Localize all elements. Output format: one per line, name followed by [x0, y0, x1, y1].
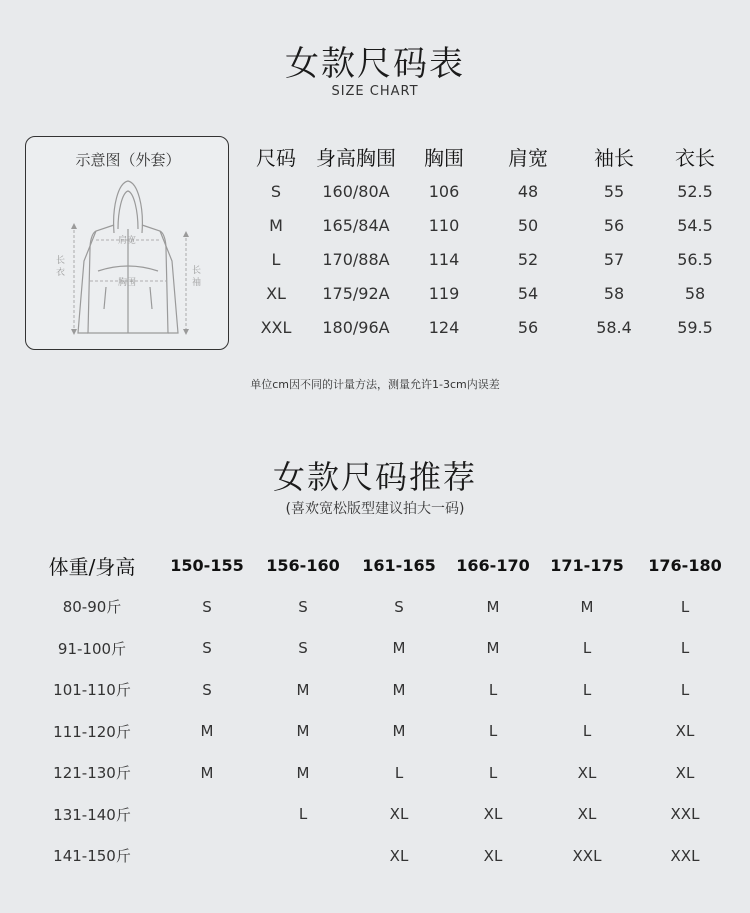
length-cell: 52.5	[677, 181, 713, 201]
size-chart-subtitle: SIZE CHART	[331, 84, 419, 99]
size-cell: M	[486, 639, 500, 658]
size-cell: S	[394, 597, 404, 616]
size-cell: S	[202, 639, 212, 658]
shoulder-cell: 48	[517, 181, 539, 201]
diagram-label: 示意图（外套）	[75, 151, 181, 169]
header-chest: 胸围	[424, 145, 464, 170]
size-cell: L	[582, 639, 592, 658]
size-cell	[255, 835, 351, 877]
size-cell: XXL	[670, 846, 700, 865]
size-cell: L	[488, 722, 498, 741]
chest-cell: 110	[428, 215, 460, 235]
height-chest-cell: 165/84A	[322, 215, 390, 235]
recommendation-table	[25, 544, 735, 877]
length-annotation: 长 衣	[56, 256, 66, 278]
shoulder-cell: 56	[517, 317, 539, 337]
size-cell: M	[200, 763, 214, 782]
size-chart-table	[245, 138, 735, 344]
weight-cell: 141-150斤	[53, 847, 131, 866]
table-row	[25, 794, 735, 836]
chest-annotation: 胸围	[118, 278, 137, 288]
length-cell: 54.5	[677, 215, 713, 235]
size-cell: L	[488, 763, 498, 782]
recommendation-header-row	[25, 544, 735, 586]
chest-cell: 114	[428, 249, 460, 269]
size-cell: XL	[577, 763, 597, 782]
size-chart-header-row	[245, 138, 735, 174]
header-height-chest: 身高胸围	[316, 145, 396, 170]
weight-cell: 121-130斤	[53, 764, 131, 783]
table-row	[245, 174, 735, 208]
height-header: 156-160	[266, 555, 340, 575]
size-chart-title: 女款尺码表	[285, 44, 465, 84]
sleeve-cell: 56	[603, 215, 625, 235]
sleeve-cell: 58.4	[596, 317, 632, 337]
measurement-note: 单位cm因不同的计量方法，测量允许1-3cm内误差	[250, 378, 500, 391]
size-cell: XXL	[260, 317, 292, 337]
shoulder-cell: 54	[517, 283, 539, 303]
size-cell: XL	[577, 805, 597, 824]
sleeve-cell: 57	[603, 249, 625, 269]
chest-cell: 119	[428, 283, 460, 303]
sleeve-cell: 55	[603, 181, 625, 201]
size-cell: S	[202, 680, 212, 699]
table-row	[25, 586, 735, 628]
height-header: 176-180	[648, 555, 722, 575]
height-chest-cell: 170/88A	[322, 249, 390, 269]
size-cell: M	[269, 215, 283, 235]
size-cell: XXL	[572, 846, 602, 865]
size-cell: L	[582, 722, 592, 741]
size-cell: L	[298, 805, 308, 824]
size-cell: M	[486, 597, 500, 616]
size-cell: XL	[483, 805, 503, 824]
size-cell: M	[580, 597, 594, 616]
size-cell: XL	[266, 283, 286, 303]
size-cell: M	[296, 680, 310, 699]
height-chest-cell: 175/92A	[322, 283, 390, 303]
table-row	[245, 276, 735, 310]
height-chest-cell: 160/80A	[322, 181, 390, 201]
size-cell: S	[298, 639, 308, 658]
shoulder-cell: 52	[517, 249, 539, 269]
size-cell: M	[392, 680, 406, 699]
size-cell: S	[298, 597, 308, 616]
size-cell: L	[680, 639, 690, 658]
size-cell: L	[488, 680, 498, 699]
length-cell: 59.5	[677, 317, 713, 337]
size-cell: L	[582, 680, 592, 699]
header-size: 尺码	[256, 145, 296, 170]
size-cell: M	[392, 639, 406, 658]
table-row	[245, 242, 735, 276]
sleeve-annotation: 长 袖	[192, 266, 202, 288]
header-length: 衣长	[675, 145, 715, 170]
table-row	[25, 752, 735, 794]
table-row	[25, 835, 735, 877]
size-cell: XL	[389, 805, 409, 824]
weight-cell: 91-100斤	[57, 639, 127, 658]
chest-cell: 106	[428, 181, 460, 201]
recommendation-title: 女款尺码推荐	[272, 458, 477, 496]
recommendation-subtitle: (喜欢宽松版型建议拍大一码)	[285, 501, 465, 517]
size-cell: L	[680, 597, 690, 616]
height-header: 161-165	[362, 555, 436, 575]
weight-cell: 131-140斤	[53, 805, 131, 824]
size-cell: XL	[675, 763, 695, 782]
size-cell: XXL	[670, 805, 700, 824]
size-cell: L	[394, 763, 404, 782]
table-row	[25, 628, 735, 670]
size-cell: XL	[483, 846, 503, 865]
table-row	[245, 208, 735, 242]
size-cell: M	[296, 722, 310, 741]
size-cell: XL	[389, 846, 409, 865]
size-cell: M	[200, 722, 214, 741]
chest-cell: 124	[428, 317, 460, 337]
size-cell: M	[392, 722, 406, 741]
height-header: 150-155	[170, 555, 244, 575]
size-cell: L	[680, 680, 690, 699]
height-header: 166-170	[456, 555, 530, 575]
header-shoulder: 肩宽	[508, 145, 548, 170]
table-row	[25, 711, 735, 753]
weight-cell: 101-110斤	[53, 681, 131, 700]
length-cell: 58	[684, 283, 706, 303]
size-cell: S	[202, 597, 212, 616]
size-cell: XL	[675, 722, 695, 741]
height-chest-cell: 180/96A	[322, 317, 390, 337]
weight-cell: 111-120斤	[53, 722, 131, 741]
table-row	[25, 669, 735, 711]
size-cell	[159, 794, 255, 836]
jacket-diagram	[25, 136, 229, 350]
size-cell: S	[270, 181, 282, 201]
header-sleeve: 袖长	[594, 145, 634, 170]
table-row	[245, 310, 735, 344]
weight-height-header: 体重/身高	[48, 554, 136, 579]
shoulder-annotation: 肩宽	[118, 236, 137, 246]
size-cell	[159, 835, 255, 877]
size-cell: L	[271, 249, 281, 269]
length-cell: 56.5	[677, 249, 713, 269]
weight-cell: 80-90斤	[62, 598, 122, 617]
shoulder-cell: 50	[517, 215, 539, 235]
sleeve-cell: 58	[603, 283, 625, 303]
size-cell: M	[296, 763, 310, 782]
height-header: 171-175	[550, 555, 624, 575]
